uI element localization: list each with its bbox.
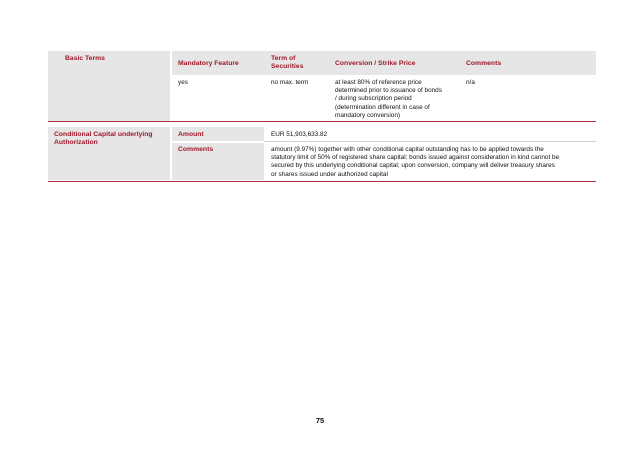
- section-label-line: Conditional Capital underlying: [54, 131, 153, 138]
- header-mandatory-feature: Mandatory Feature: [178, 60, 239, 67]
- amount-label: Amount: [178, 131, 204, 138]
- section-label-line: Authorization: [54, 139, 98, 146]
- comments-line: statutory limit of 50% of registered share capital; bonds issued against consideration in kind cannot be: [271, 154, 560, 162]
- comments-text: [271, 146, 596, 179]
- conversion-line: / during subscription period: [335, 95, 412, 103]
- conversion-line: at least 80% of reference price: [335, 79, 422, 86]
- conversion-line: (determination different in case of: [335, 103, 430, 111]
- comments-line: amount (9.97%) together with other conditional capital outstanding has to be applied towards the: [271, 146, 544, 153]
- cell-term-of-securities: no max. term: [271, 79, 309, 86]
- header-term-of-securities: Term of Securities: [271, 55, 304, 70]
- page-number: 75: [315, 416, 325, 425]
- conversion-line: determined prior to issuance of bonds: [335, 87, 442, 95]
- comments-line: or shares issued under authorized capital: [271, 170, 388, 178]
- comments-label: Comments: [178, 146, 214, 153]
- conditional-capital-section-label: [54, 131, 153, 147]
- amount-divider: [264, 141, 596, 142]
- conversion-line: mandatory conversion): [335, 111, 401, 119]
- cell-comments: n/a: [466, 79, 475, 86]
- conditional-capital-bottom-rule: [48, 181, 596, 182]
- cell-mandatory-feature: yes: [178, 79, 188, 86]
- amount-value: EUR 51,903,633.82: [271, 131, 328, 138]
- comments-line: secured by this underlying conditional capital; upon conversion, company will deliver treasury shares: [271, 162, 555, 170]
- header-comments: Comments: [466, 60, 502, 67]
- cell-conversion-strike-price: [335, 79, 442, 120]
- basic-terms-bottom-rule: [48, 121, 596, 122]
- header-conversion-strike-price: Conversion / Strike Price: [335, 60, 416, 67]
- basic-terms-section-label: Basic Terms: [65, 55, 105, 62]
